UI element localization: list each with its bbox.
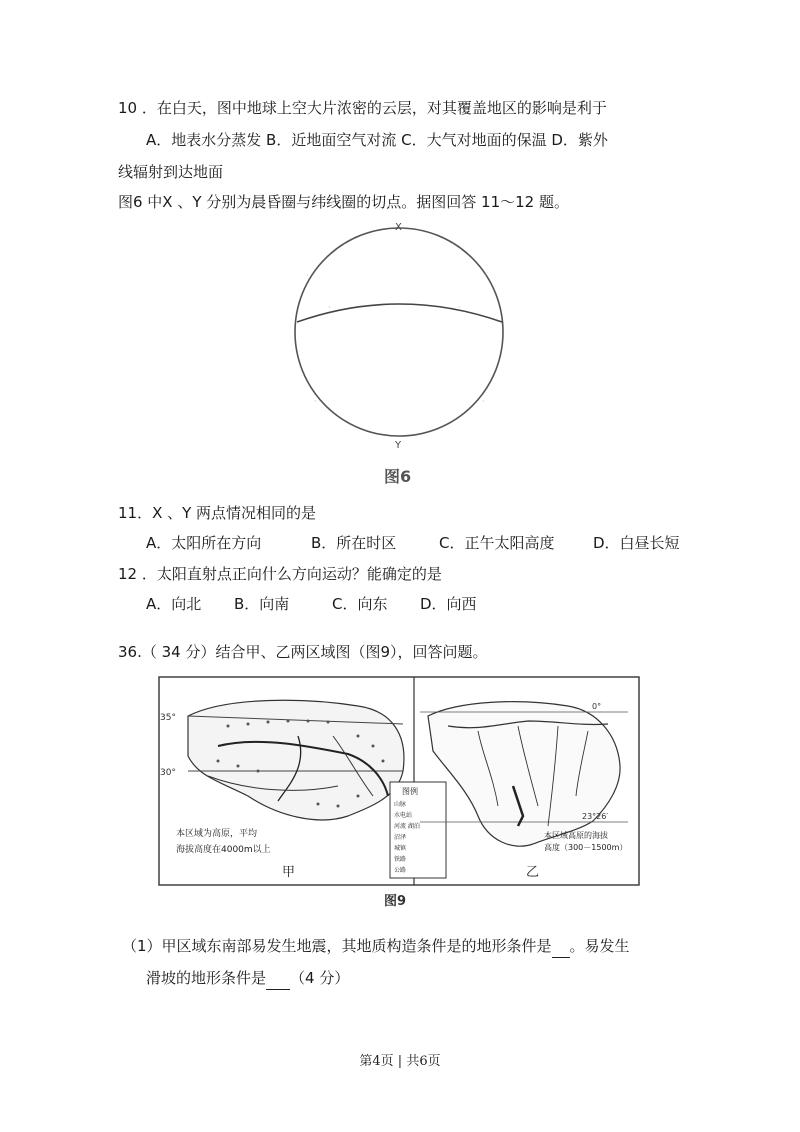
lat-23-label: 23°26′ <box>582 812 609 821</box>
q12-option-b: B．向南 <box>234 595 290 613</box>
q12-option-d: D．向西 <box>420 595 477 613</box>
jia-note-2: 海拔高度在4000m以上 <box>176 845 271 855</box>
q11-option-b: B．所在时区 <box>311 534 397 552</box>
q12-option-a: A．向北 <box>146 595 202 613</box>
lat-35-label: 35° <box>160 713 176 723</box>
map-legend <box>390 782 446 878</box>
legend-item-railway: 铁路 <box>394 856 407 863</box>
faint-mark: · <box>484 271 487 280</box>
q12-options <box>146 593 477 615</box>
faint-mark: · <box>458 303 461 312</box>
faint-mark: · <box>306 271 309 280</box>
faint-mark: · <box>328 303 331 312</box>
q12-stem: 12 ．太阳直射点正向什么方向运动？能确定的是 <box>118 565 442 583</box>
legend-item-mountain: 山脉 <box>394 801 407 808</box>
q11-stem: 11．X 、Y 两点情况相同的是 <box>118 504 317 522</box>
legend-item-river-lake: 河流 湖泊 <box>394 823 420 830</box>
lat-0-label: 0° <box>592 702 602 711</box>
jia-label: 甲 <box>282 865 296 880</box>
figure-9-maps <box>158 676 640 910</box>
q11-option-c: C．正午太阳高度 <box>439 534 555 552</box>
faint-mark: · <box>314 397 317 406</box>
page-footer: 第4页 | 共6页 <box>359 1054 441 1069</box>
q10-stem: 10 ．在白天，图中地球上空大片浓密的云层，对其覆盖地区的影响是利于 <box>118 99 607 117</box>
legend-item-town: 城镇 <box>394 845 407 852</box>
lat-30-label: 30° <box>160 768 176 778</box>
earth-circle <box>295 228 503 436</box>
legend-item-swamp: 沼泽 <box>394 834 407 841</box>
q36-part1-line1 <box>122 935 630 958</box>
q36-part1-line2 <box>146 967 349 990</box>
q36-part1-text-a: （1）甲区域东南部易发生地震，其地质构造条件是的地形条件是 <box>122 937 552 955</box>
q36-stem: 36.（ 34 分）结合甲、乙两区域图（图9），回答问题。 <box>118 643 488 661</box>
q10-options-cont: 线辐射到达地面 <box>118 163 224 181</box>
faint-mark: · <box>482 397 485 406</box>
q36-part1-text-b: 。易发生 <box>569 937 630 955</box>
q36-part1-text-c: 滑坡的地形条件是 <box>146 969 267 987</box>
jia-note-1: 本区域为高原，平均 <box>176 829 258 839</box>
point-x-label: X <box>395 222 402 233</box>
q36-part1-text-d: （4 分） <box>290 969 350 987</box>
answer-blank-1[interactable] <box>552 935 570 958</box>
figure-6-caption: 图6 <box>384 467 412 486</box>
figure-6-diagram <box>288 218 524 490</box>
legend-title: 图例 <box>402 787 418 796</box>
q11-option-d: D．白昼长短 <box>593 534 680 552</box>
answer-blank-2[interactable] <box>266 967 290 990</box>
yi-label: 乙 <box>526 865 540 880</box>
legend-box <box>390 782 446 878</box>
legend-item-hydropower: 水电站 <box>394 812 413 819</box>
figure-9-caption: 图9 <box>384 894 407 909</box>
q11-option-a: A．太阳所在方向 <box>146 534 262 552</box>
q10-options: A．地表水分蒸发 B．近地面空气对流 C．大气对地面的保温 D．紫外 <box>146 131 608 149</box>
q11-options <box>146 532 680 554</box>
legend-item-highway: 公路 <box>394 867 407 874</box>
yi-note-1: 本区域高原的海拔 <box>544 831 608 840</box>
yi-note-2: 高度（300－1500m） <box>544 843 628 852</box>
fig6-intro: 图6 中X 、Y 分别为晨昏圈与纬线圈的切点。据图回答 11～12 题。 <box>118 193 569 211</box>
point-y-label: Y <box>395 440 402 451</box>
q12-option-c: C．向东 <box>332 595 388 613</box>
